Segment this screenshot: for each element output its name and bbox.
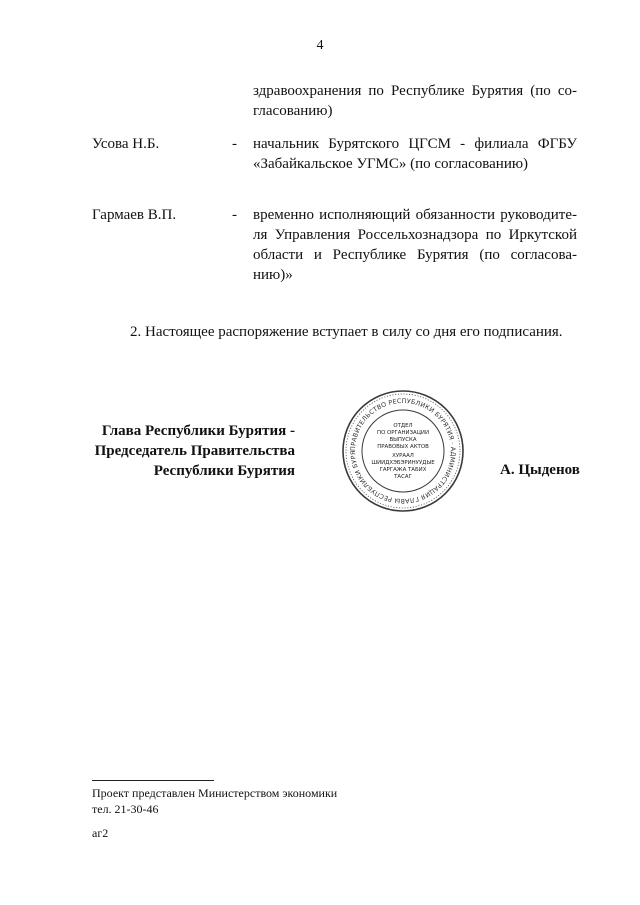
signature-title-line: Республики Бурятия [153, 463, 295, 479]
page-number: 4 [316, 38, 324, 53]
member-description-line: временно исполняющий обязанности руководите- [253, 207, 577, 223]
signer-name: А. Цыденов [500, 462, 580, 478]
member-description-line: ля Управления Россельхознадзора по Иркутской [253, 227, 577, 243]
seal-inner-line: ОТДЕЛ [393, 423, 413, 429]
member-description-line: нию)» [253, 267, 293, 283]
official-seal [340, 388, 466, 514]
seal-inner-line: ШИИДХЭБЭРИНУУДЫЕ [371, 460, 435, 466]
member-dash: - [232, 207, 237, 223]
continuation-line-1: здравоохранения по Республике Бурятия (по со- [253, 83, 577, 99]
signature-title [80, 421, 295, 481]
footer-line-2: тел. 21-30-46 [92, 802, 159, 816]
member-name: Гармаев В.П. [92, 207, 177, 223]
seal-outer-text: ПРАВИТЕЛЬСТВО РЕСПУБЛИКИ БУРЯТИЯ · АДМИНИСТРАЦИЯ ГЛАВЫ РЕСПУБЛИКИ БУРЯ [349, 397, 457, 505]
signature-title-line: Председатель Правительства [94, 443, 295, 459]
seal-inner-line: ГАРГАЖА ТАБИХ [379, 467, 427, 473]
footer-divider [92, 780, 214, 781]
member-description-line: области и Республике Бурятия (по согласова- [253, 247, 577, 263]
member-name: Усова Н.Б. [92, 136, 160, 152]
continuation-line-2: гласованию) [253, 103, 333, 119]
seal-inner-line: ПО ОРГАНИЗАЦИИ [377, 430, 429, 436]
seal-inner-line: ХУРААЛ [392, 453, 414, 459]
footer-code: аг2 [92, 826, 109, 840]
member-description-line: «Забайкальское УГМС» (по согласованию) [253, 156, 529, 172]
footer-line-1: Проект представлен Министерством экономики [92, 786, 338, 800]
seal-inner-line: ПРАВОВЫХ АКТОВ [377, 444, 429, 450]
seal-graphic [340, 388, 466, 514]
seal-inner-line: ТАСАГ [394, 474, 412, 480]
signature-title-line: Глава Республики Бурятия - [101, 423, 295, 439]
seal-inner-line: ВЫПУСКА [389, 437, 417, 443]
clause-2: 2. Настоящее распоряжение вступает в силу со дня его подписания. [130, 324, 563, 340]
member-description-line: начальник Бурятского ЦГСМ - филиала ФГБУ [253, 136, 577, 152]
member-dash: - [232, 136, 237, 152]
